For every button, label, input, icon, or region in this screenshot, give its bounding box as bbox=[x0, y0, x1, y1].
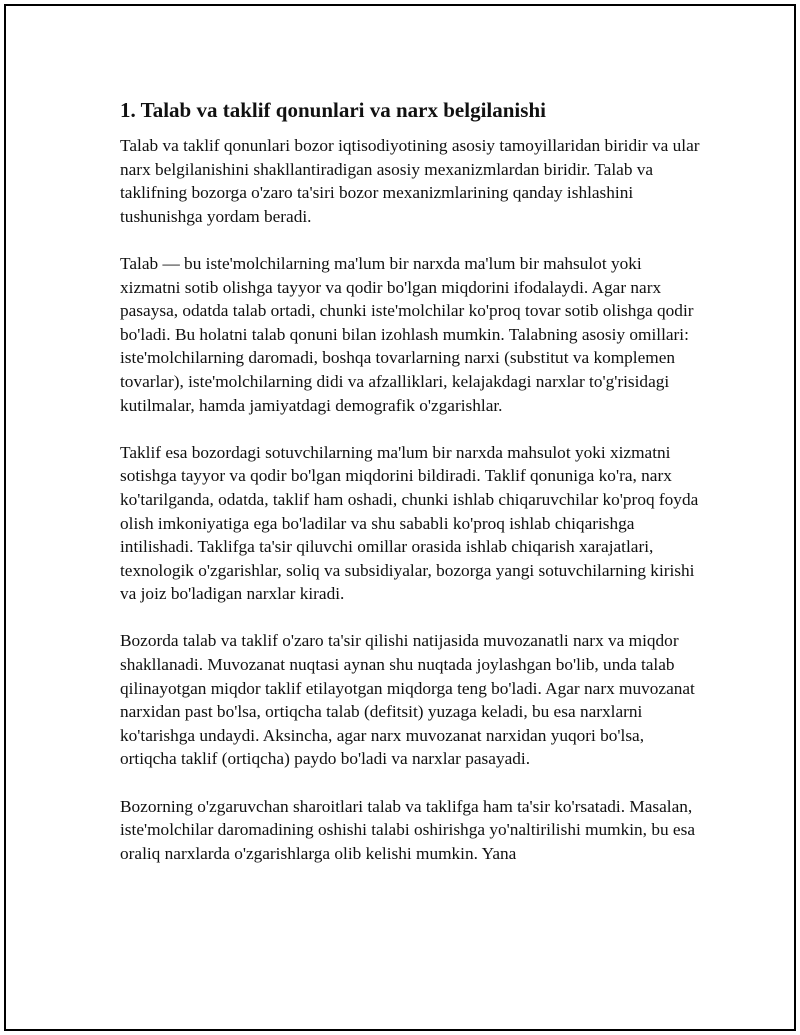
page-frame bbox=[4, 4, 796, 1031]
paragraph-intro: Talab va taklif qonunlari bozor iqtisodiyotining asosiy tamoyillaridan biridir va ular narx belgilanishini shakllantiradigan asosiy mexanizmlardan biridir. Talab va taklifning bozorga o'zaro ta'siri bozor mexanizmlarining qanday ishlashini tushunishga yordam beradi. bbox=[120, 136, 700, 226]
paragraph-demand: Talab — bu iste'molchilarning ma'lum bir narxda ma'lum bir mahsulot yoki xizmatni sotib olishga tayyor va qodir bo'lgan miqdorini ifodalaydi. Agar narx pasaysa, odatda talab ortadi, chunki iste'molchilar ko'proq tovar sotib olishga qodir bo'ladi. Bu holatni talab qonuni bilan izohlash mumkin. Talabning asosiy omillari: iste'molchilarning daromadi, boshqa tovarlarning narxi (substitut va komplemen tovarlar), iste'molchilarning didi va afzalliklari, kelajakdagi narxlar to'g'risidagi kutilmalar, hamda jamiyatdagi demografik o'zgarishlar. bbox=[120, 253, 694, 415]
paragraph-market-conditions: Bozorning o'zgaruvchan sharoitlari talab va taklifga ham ta'sir ko'rsatadi. Masalan, iste'molchilar daromadining oshishi talabi oshirishga yo'naltirilishi mumkin, bu esa oraliq narxlarda o'zgarishlarga olib kelishi mumkin. Yana bbox=[120, 796, 695, 863]
section-heading: 1. Talab va taklif qonunlari va narx belgilanishi bbox=[120, 98, 546, 122]
document-body bbox=[120, 96, 700, 889]
paragraph-supply: Taklif esa bozordagi sotuvchilarning ma'lum bir narxda mahsulot yoki xizmatni sotishga tayyor va qodir bo'lgan miqdorini bildiradi. Taklif qonuniga ko'ra, narx ko'tarilganda, odatda, taklif ham oshadi, chunki ishlab chiqaruvchilar ko'proq foyda olish imkoniyatiga ega bo'ladilar va shu sababli ko'proq ishlab chiqarishga intilishadi. Taklifga ta'sir qiluvchi omillar orasida ishlab chiqarish xarajatlari, texnologik o'zgarishlar, soliq va subsidiyalar, bozorga yangi sotuvchilarning kirishi va joiz bo'ladigan narxlar kiradi. bbox=[120, 442, 699, 604]
paragraph-equilibrium: Bozorda talab va taklif o'zaro ta'sir qilishi natijasida muvozanatli narx va miqdor shakllanadi. Muvozanat nuqtasi aynan shu nuqtada joylashgan bo'lib, unda talab qilinayotgan miqdor taklif etilayotgan miqdorga teng bo'ladi. Agar narx muvozanat narxidan past bo'lsa, ortiqcha talab (defitsit) yuzaga keladi, bu esa narxlarni ko'tarishga undaydi. Aksincha, agar narx muvozanat narxidan yuqori bo'lsa, ortiqcha taklif (ortiqcha) paydo bo'ladi va narxlar pasayadi. bbox=[120, 631, 695, 769]
